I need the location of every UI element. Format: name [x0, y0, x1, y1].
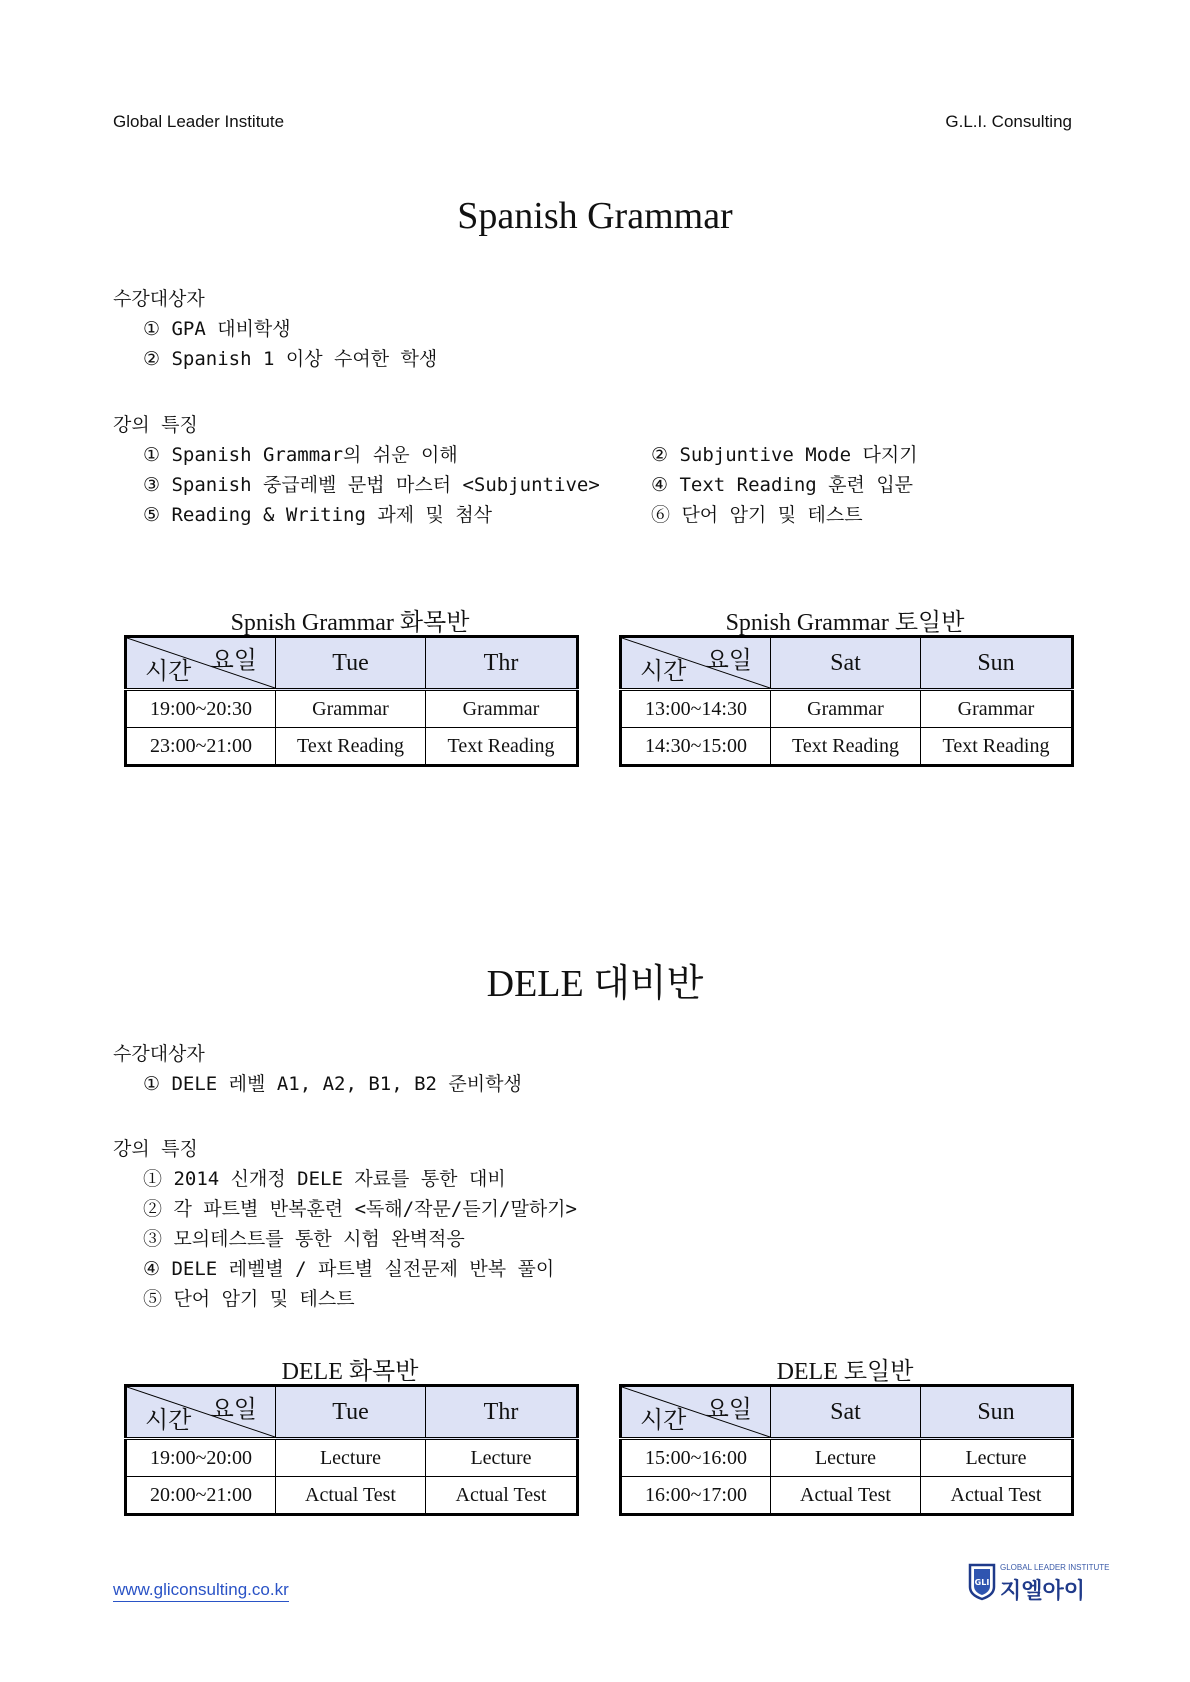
corner-time-label: 시간 [145, 1408, 192, 1434]
section2-target-label: 수강대상자 [113, 1043, 205, 1065]
header-institute-name: Global Leader Institute [113, 112, 285, 131]
section2-title: DELE 대비반 [486, 963, 704, 1005]
class-cell: Grammar [276, 690, 426, 728]
table-corner-cell [621, 1386, 771, 1439]
corner-day-label: 요일 [210, 648, 257, 674]
company-logo [968, 1561, 1110, 1605]
section2-target-list [143, 1069, 522, 1099]
class-cell: Actual Test [276, 1477, 426, 1515]
list-item: ④ DELE 레벨별 / 파트별 실전문제 반복 풀이 [143, 1258, 555, 1280]
section1-features-right [651, 440, 918, 530]
time-cell: 19:00~20:30 [126, 690, 276, 728]
time-cell: 15:00~16:00 [621, 1439, 771, 1477]
class-cell: Lecture [921, 1439, 1073, 1477]
table-caption-grammar-weekend: Spnish Grammar 토일반 [725, 610, 965, 636]
class-cell: Actual Test [921, 1477, 1073, 1515]
section2-features-label: 강의 특징 [113, 1138, 198, 1160]
list-item: ② Spanish 1 이상 수여한 학생 [143, 348, 438, 370]
day-header: Thr [426, 1386, 578, 1439]
class-cell: Text Reading [276, 728, 426, 766]
time-cell: 23:00~21:00 [126, 728, 276, 766]
schedule-table-grammar-weekend [619, 635, 1074, 767]
corner-time-label: 시간 [640, 659, 687, 685]
table-corner-cell [126, 1386, 276, 1439]
corner-day-label: 요일 [705, 1397, 752, 1423]
class-cell: Grammar [921, 690, 1073, 728]
corner-time-label: 시간 [640, 1408, 687, 1434]
logo-mark-text: GLI [974, 1578, 990, 1587]
section1-features-left [143, 440, 600, 530]
logo-name: 지엘아이 [1000, 1578, 1086, 1603]
list-item: ③ 모의테스트를 통한 시험 완벽적응 [143, 1228, 465, 1250]
day-header: Sun [921, 637, 1073, 690]
schedule-table-dele-weekend [619, 1384, 1074, 1516]
website-link[interactable]: www.gliconsulting.co.kr [113, 1580, 289, 1602]
time-cell: 16:00~17:00 [621, 1477, 771, 1515]
class-cell: Grammar [426, 690, 578, 728]
time-cell: 19:00~20:00 [126, 1439, 276, 1477]
list-item: ④ Text Reading 훈련 입문 [651, 474, 914, 496]
class-cell: Lecture [426, 1439, 578, 1477]
schedule-table-grammar-weekday [124, 635, 579, 767]
list-item: ③ Spanish 중급레벨 문법 마스터 <Subjuntive> [143, 474, 600, 496]
time-cell: 14:30~15:00 [621, 728, 771, 766]
class-cell: Text Reading [921, 728, 1073, 766]
class-cell: Actual Test [426, 1477, 578, 1515]
time-cell: 13:00~14:30 [621, 690, 771, 728]
corner-day-label: 요일 [705, 648, 752, 674]
list-item: ① Spanish Grammar의 쉬운 이해 [143, 444, 458, 466]
class-cell: Text Reading [426, 728, 578, 766]
section1-title: Spanish Grammar [457, 195, 733, 237]
logo-tagline: GLOBAL LEADER INSTITUTE [1000, 1563, 1110, 1572]
schedule-table-dele-weekday [124, 1384, 579, 1516]
list-item: ⑥ 단어 암기 및 테스트 [651, 504, 863, 526]
corner-time-label: 시간 [145, 659, 192, 685]
day-header: Sun [921, 1386, 1073, 1439]
list-item: ② 각 파트별 반복훈련 <독해/작문/듣기/말하기> [143, 1198, 577, 1220]
day-header: Tue [276, 637, 426, 690]
section2-features-list [143, 1164, 577, 1314]
table-caption-dele-weekday: DELE 화목반 [281, 1359, 419, 1385]
table-corner-cell [621, 637, 771, 690]
day-header: Sat [771, 1386, 921, 1439]
shield-logo-icon [968, 1563, 996, 1601]
list-item: ⑤ Reading & Writing 과제 및 첨삭 [143, 504, 493, 526]
section1-target-list [143, 314, 437, 374]
day-header: Tue [276, 1386, 426, 1439]
class-cell: Lecture [276, 1439, 426, 1477]
header-consulting-name: G.L.I. Consulting [945, 112, 1072, 131]
corner-day-label: 요일 [210, 1397, 257, 1423]
section1-features-label: 강의 특징 [113, 414, 198, 436]
section1-target-label: 수강대상자 [113, 288, 205, 310]
list-item: ① 2014 신개정 DELE 자료를 통한 대비 [143, 1168, 506, 1190]
class-cell: Lecture [771, 1439, 921, 1477]
list-item: ① GPA 대비학생 [143, 318, 291, 340]
day-header: Sat [771, 637, 921, 690]
list-item: ① DELE 레벨 A1, A2, B1, B2 준비학생 [143, 1073, 522, 1095]
list-item: ⑤ 단어 암기 및 테스트 [143, 1288, 355, 1310]
table-corner-cell [126, 637, 276, 690]
time-cell: 20:00~21:00 [126, 1477, 276, 1515]
class-cell: Actual Test [771, 1477, 921, 1515]
class-cell: Text Reading [771, 728, 921, 766]
class-cell: Grammar [771, 690, 921, 728]
list-item: ② Subjuntive Mode 다지기 [651, 444, 918, 466]
table-caption-dele-weekend: DELE 토일반 [776, 1359, 914, 1385]
day-header: Thr [426, 637, 578, 690]
table-caption-grammar-weekday: Spnish Grammar 화목반 [230, 610, 470, 636]
